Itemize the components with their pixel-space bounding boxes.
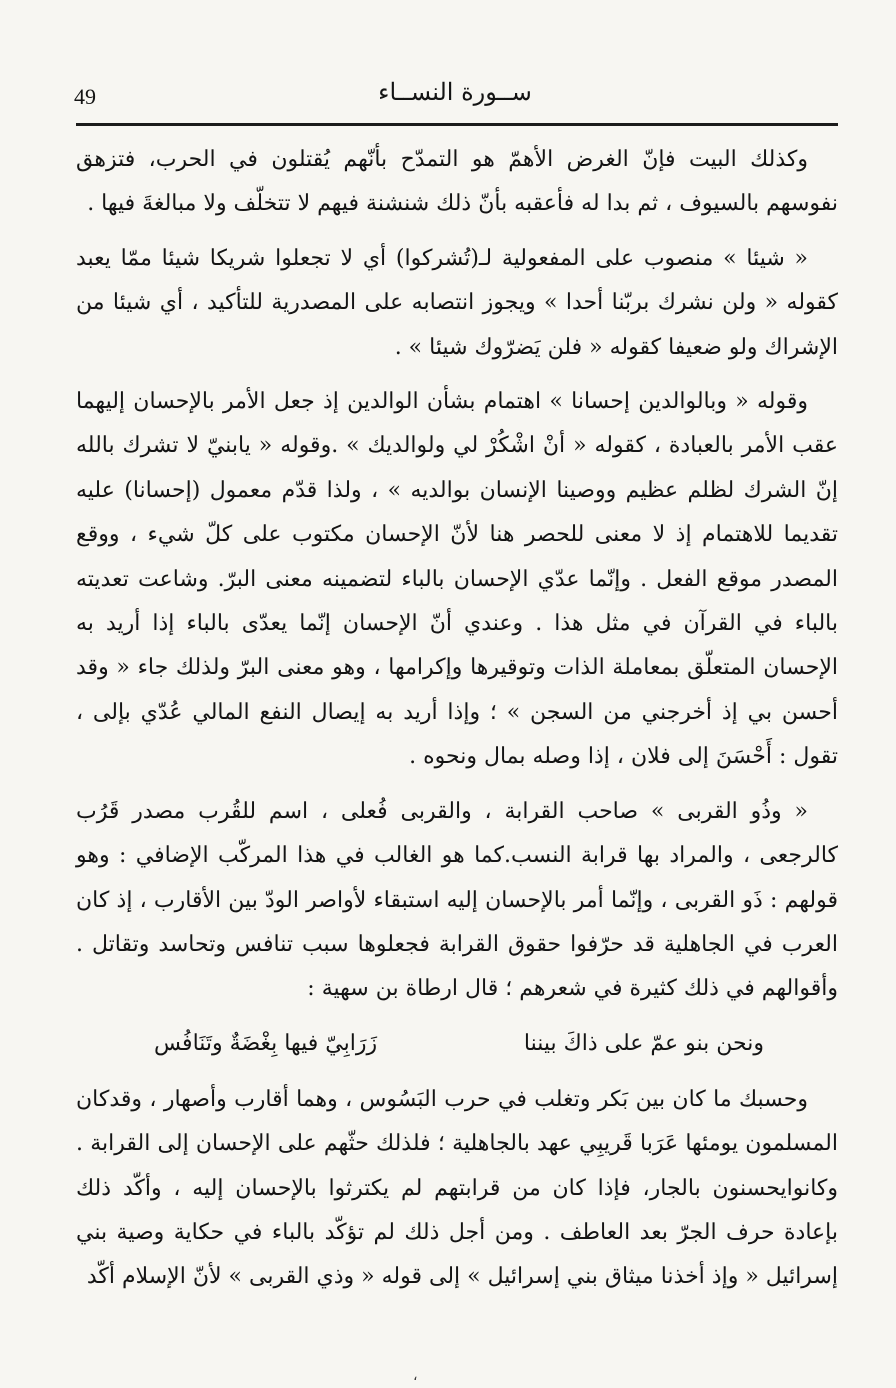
page-header: [74, 78, 836, 118]
verse-first-hemistich: ونحن بنو عمّ على ذاكَ بيننا: [523, 1030, 764, 1056]
paragraph-1: وكذلك البيت فإنّ الغرض الأهمّ هو التمدّح بأنّهم يُقتلون في الحرب، فتزهق نفوسهم بالسيوف ، ثم بدا له فأعقبه بأنّ ذلك شنشنة فيهم لا تتخلّف ولا مبالغةَ فيها .: [76, 147, 838, 217]
page-number: 49: [74, 84, 96, 109]
poetry-verse: [76, 1022, 838, 1066]
verse-second-hemistich: زَرَابِيّ فيها بِغْضَةٌ وتَنَافُس: [154, 1030, 378, 1056]
header-rule: [76, 123, 838, 126]
paragraph-4: « وذُو القربى » صاحب القرابة ، والقربى فُعلى ، اسم للقُرب مصدر قَرُب كالرجعى ، والمراد بها قرابة النسب.كما هو الغالب في هذا المركّب الإضافي : وهو قولهم : ذَو القربى ، وإنّما أمر بالإحسان إليه استبقاء لأواصر الودّ بين الأقارب ، إذ كان العرب في الجاهلية قد حرّفوا حقوق القرابة فجعلوها سبب تنافس وتحاسد وتقاتل . وأقوالهم في ذلك كثيرة في شعرهم ؛ قال ارطاة بن سهية :: [76, 798, 838, 1002]
paragraph-3: وقوله « وبالوالدين إحسانا » اهتمام بشأن الوالدين إذ جعل الأمر بالإحسان إليهما عقب الأمر بالعبادة ، كقوله « أنْ اشْكُرْ لي ولوالديك » .وقوله « يابنيّ لا تشرك بالله إنّ الشرك لظلم عظيم ووصينا الإنسان بوالديه » ، ولذا قدّم معمول (إحسانا) عليه تقديما للاهتمام إذ لا معنى للحصر هنا لأنّ الإحسان مكتوب على كلّ شيء ، ووقع المصدر موقع الفعل . وإنّما عدّي الإحسان بالباء لتضمينه معنى البرّ. وشاعت تعديته بالباء في القرآن في مثل هذا . وعندي أنّ الإحسان إنّما يعدّى بالباء إذا أريد به الإحسان المتعلّق بمعاملة الذات وتوقيرها وإكرامها ، وهو معنى البرّ ولذلك جاء « وقد أحسن بي إذ أخرجني من السجن » ؛ وإذا أريد به إيصال النفع المالي عُدّي بإلى ، تقول : أَحْسَنَ إلى فلان ، إذا وصله بمال ونحوه .: [76, 389, 838, 770]
page-body: [76, 138, 838, 1310]
surah-title: ســورة النســاء: [378, 78, 532, 106]
footer-mark: ،: [413, 1368, 418, 1384]
paragraph-5: وحسبك ما كان بين بَكر وتغلب في حرب البَسُوس ، وهما أقارب وأصهار ، وقدكان المسلمون يومئها عَرَبا قَريبِي عهد بالجاهلية ؛ فلذلك حثّهم على الإحسان إلى القرابة . وكانوايحسنون بالجار، فإذا كان من قرابتهم لم يكترثوا بالإحسان إليه ، وأكّد ذلك بإعادة حرف الجرّ بعد العاطف . ومن أجل ذلك لم تؤكّد بالباء في حكاية وصية بني إسرائيل « وإذ أخذنا ميثاق بني إسرائيل » إلى قوله « وذي القربى » لأنّ الإسلام أكّد: [76, 1086, 838, 1290]
paragraph-2: « شيئا » منصوب على المفعولية لـ(تُشركوا) أي لا تجعلوا شريكا شيئا ممّا يعبد كقوله « ولن نشرك بربّنا أحدا » ويجوز انتصابه على المصدرية للتأكيد ، أي شيئا من الإشراك ولو ضعيفا كقوله « فلن يَضرّوك شيئا » .: [76, 245, 838, 360]
